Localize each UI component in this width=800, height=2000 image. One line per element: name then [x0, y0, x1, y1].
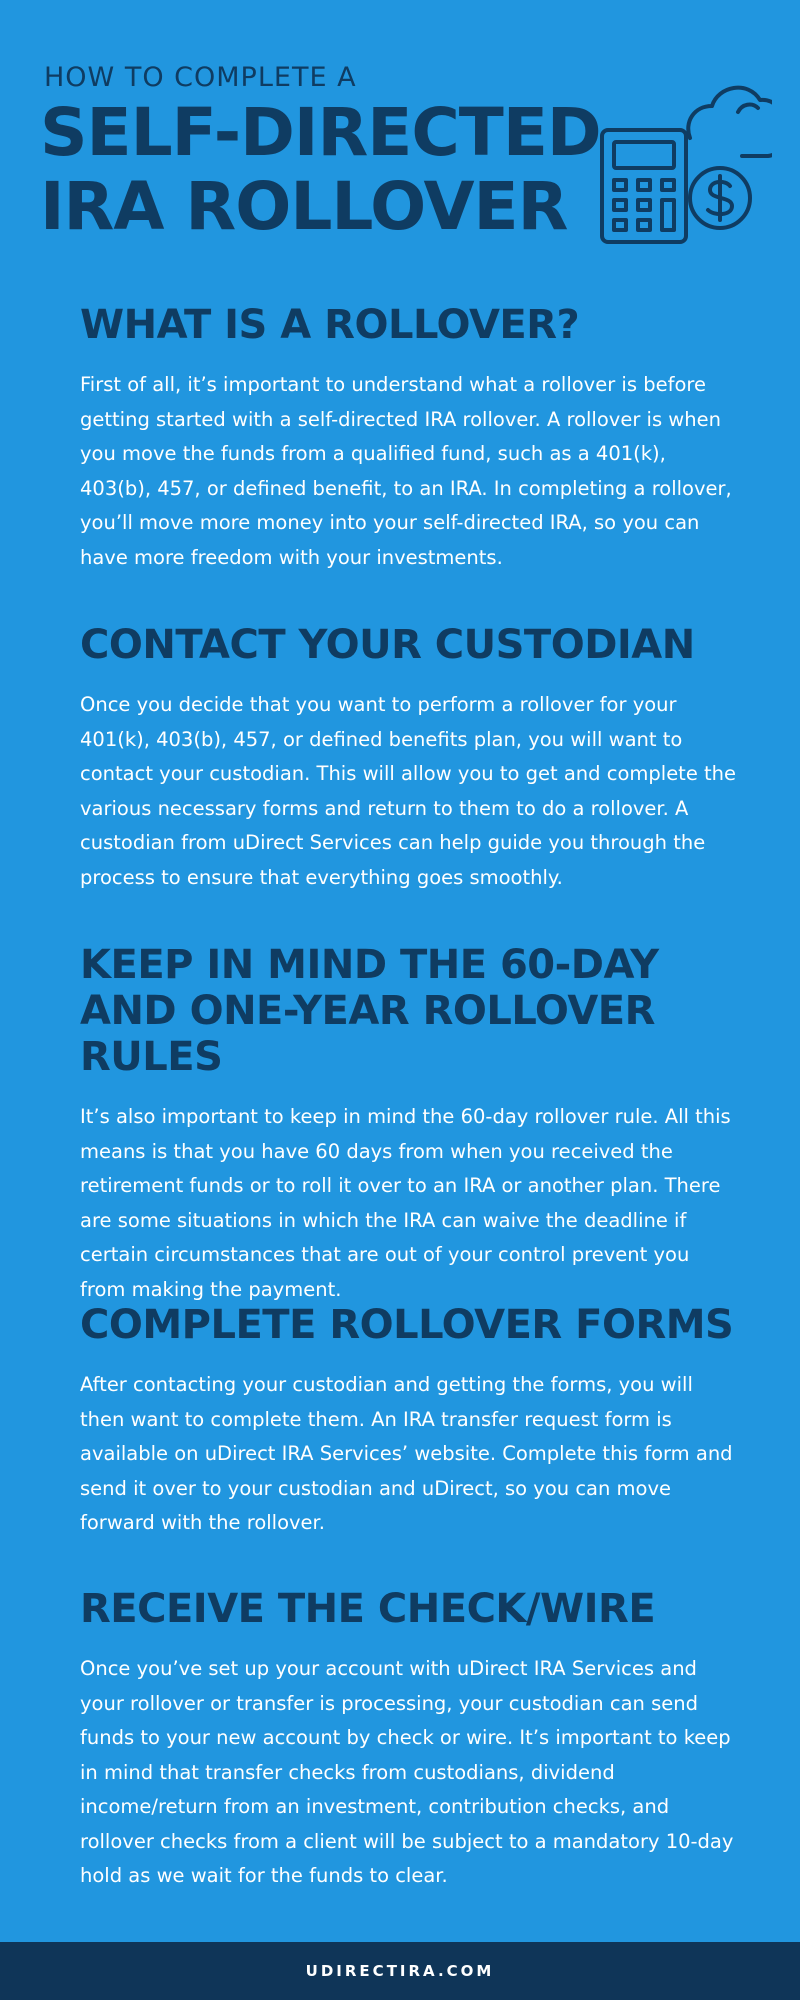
- section-complete-rollover-forms: [80, 1302, 740, 1541]
- section-receive-the-check-wire: [80, 1586, 740, 1894]
- section-body: Once you’ve set up your account with uDirect IRA Services and your rollover or transfer is processing, your custodian can send funds to your new account by check or wire. It’s important to keep in mind that transfer checks from custodians, dividend income/return from an investment, contribution checks, and rollover checks from a client will be subject to a mandatory 10-day hold as we wait for the funds to clear.: [80, 1657, 734, 1887]
- section-rollover-rules: [80, 942, 740, 1307]
- section-heading: CONTACT YOUR CUSTODIAN: [80, 622, 695, 668]
- section-heading: WHAT IS A ROLLOVER?: [80, 302, 580, 348]
- footer: [0, 1942, 800, 2000]
- page-title-line-2: IRA ROLLOVER: [40, 168, 568, 245]
- header: [0, 0, 800, 270]
- section-what-is-a-rollover: [80, 302, 740, 575]
- section-body: Once you decide that you want to perform a rollover for your 401(k), 403(b), 457, or defined benefits plan, you will want to contact your custodian. This will allow you to get and complete the various necessary forms and return to them to do a rollover. A custodian from uDirect Services can help guide you through the process to ensure that everything goes smoothly.: [80, 693, 737, 889]
- section-heading: RECEIVE THE CHECK/WIRE: [80, 1586, 656, 1632]
- page-title-line-1: SELF-DIRECTED: [40, 94, 601, 171]
- section-body: First of all, it’s important to understand what a rollover is before getting started with a self-directed IRA rollover. A rollover is when you move the funds from a qualified fund, such as a 401(k), 403(b), 457, or defined benefit, to an IRA. In completing a rollover, you’ll move more money into your self-directed IRA, so you can have more freedom with your investments.: [80, 373, 732, 569]
- footer-url[interactable]: UDIRECTIRA.COM: [305, 1962, 495, 1980]
- cloud-icon: [688, 88, 772, 156]
- section-heading: COMPLETE ROLLOVER FORMS: [80, 1302, 734, 1348]
- dollar-coin-icon: [690, 168, 750, 228]
- section-body: It’s also important to keep in mind the 60-day rollover rule. All this means is that you have 60 days from when you received the retirement funds or to roll it over to an IRA or another plan. There are some situations in which the IRA can waive the deadline if certain circumstances that are out of your control prevent you from making the payment.: [80, 1105, 731, 1301]
- calculator-icon: [602, 130, 686, 242]
- page-title: [40, 96, 601, 244]
- section-heading: KEEP IN MIND THE 60-DAY AND ONE-YEAR ROLLOVER RULES: [80, 942, 659, 1080]
- section-contact-your-custodian: [80, 622, 740, 895]
- header-kicker: HOW TO COMPLETE A: [44, 62, 357, 93]
- section-body: After contacting your custodian and getting the forms, you will then want to complete them. An IRA transfer request form is available on uDirect IRA Services’ website. Complete this form and send it over to your custodian and uDirect, so you can move forward with the rollover.: [80, 1373, 733, 1534]
- finance-illustration: [592, 72, 772, 252]
